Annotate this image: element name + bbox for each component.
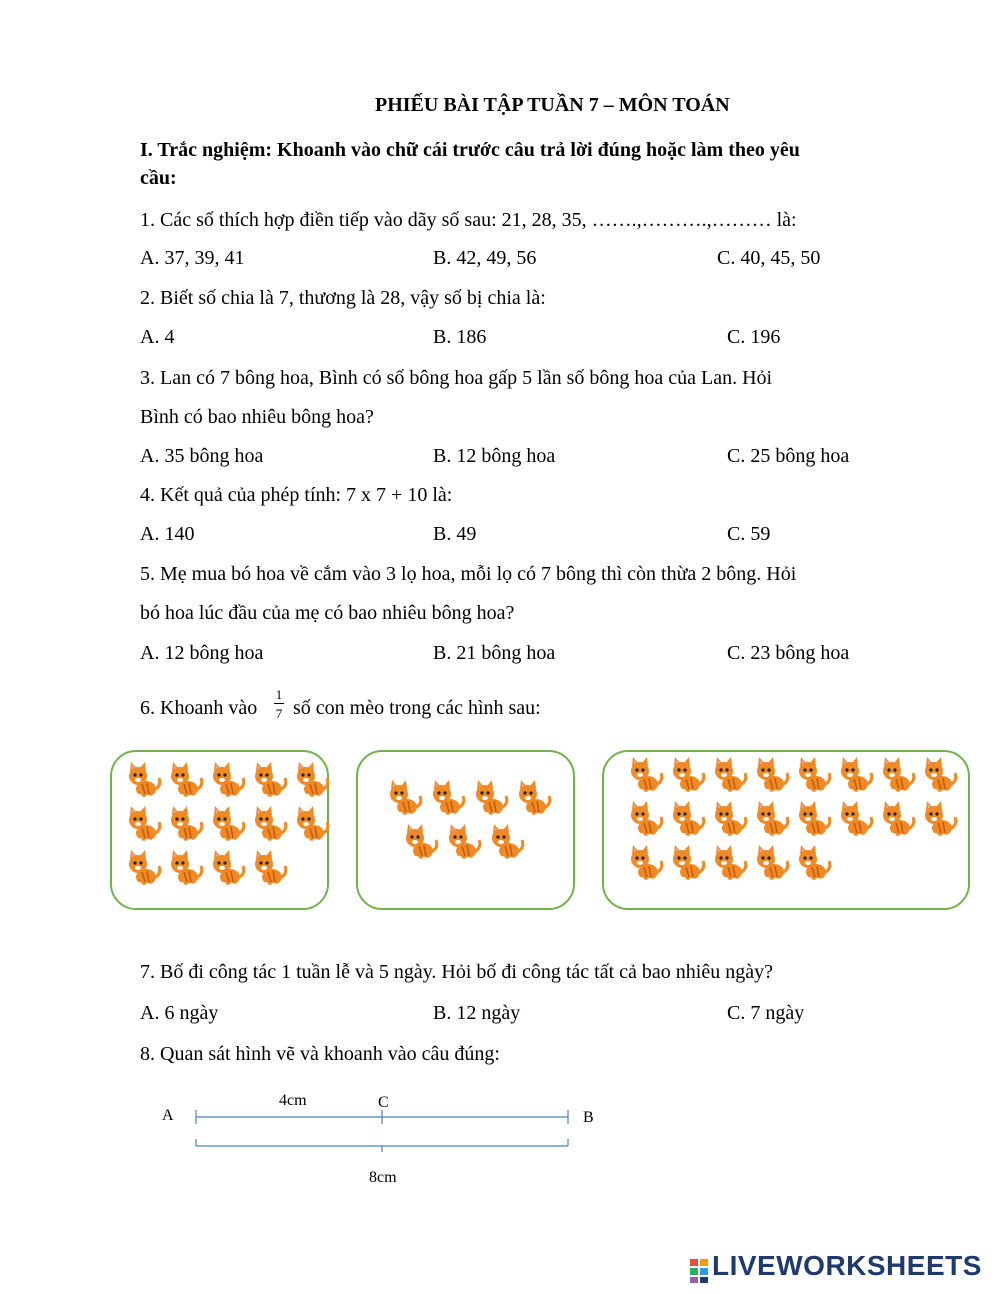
- question-7: 7. Bố đi công tác 1 tuần lễ và 5 ngày. Hỏi bố đi công tác tất cả bao nhiêu ngày?: [140, 961, 773, 983]
- cat-icon[interactable]: [514, 778, 554, 818]
- question-5-line2: bó hoa lúc đầu của mẹ có bao nhiêu bông hoa?: [140, 602, 515, 624]
- q5-option-a[interactable]: A. 12 bông hoa: [140, 642, 264, 664]
- label-point-a: A: [162, 1107, 174, 1124]
- q3-option-a[interactable]: A. 35 bông hoa: [140, 445, 264, 467]
- q4-option-c[interactable]: C. 59: [727, 523, 771, 545]
- q2-option-a[interactable]: A. 4: [140, 326, 175, 348]
- section-heading-line2: cầu:: [140, 167, 177, 189]
- q7-option-a[interactable]: A. 6 ngày: [140, 1002, 219, 1024]
- cat-icon[interactable]: [752, 843, 792, 883]
- cat-icon[interactable]: [836, 799, 876, 839]
- cat-icon[interactable]: [385, 778, 425, 818]
- cat-icon[interactable]: [124, 848, 164, 888]
- q1-option-a[interactable]: A. 37, 39, 41: [140, 247, 245, 269]
- label-point-c: C: [378, 1094, 389, 1111]
- q3-option-b[interactable]: B. 12 bông hoa: [433, 445, 556, 467]
- cat-icon[interactable]: [626, 843, 666, 883]
- question-8: 8. Quan sát hình vẽ và khoanh vào câu đúng:: [140, 1043, 500, 1065]
- q7-option-b[interactable]: B. 12 ngày: [433, 1002, 521, 1024]
- cat-icon[interactable]: [752, 755, 792, 795]
- cat-icon[interactable]: [401, 822, 441, 862]
- fraction-bar: [274, 703, 284, 704]
- cat-icon[interactable]: [208, 804, 248, 844]
- q1-option-b[interactable]: B. 42, 49, 56: [433, 247, 537, 269]
- cat-icon[interactable]: [471, 778, 511, 818]
- question-4: 4. Kết quả của phép tính: 7 x 7 + 10 là:: [140, 484, 453, 506]
- cat-icon[interactable]: [208, 760, 248, 800]
- cat-icon[interactable]: [878, 755, 918, 795]
- question-5-line1: 5. Mẹ mua bó hoa về cắm vào 3 lọ hoa, mỗi lọ có 7 bông thì còn thừa 2 bông. Hỏi: [140, 563, 797, 585]
- cat-icon[interactable]: [794, 843, 834, 883]
- cat-icon[interactable]: [710, 799, 750, 839]
- q4-option-b[interactable]: B. 49: [433, 523, 477, 545]
- question-3-line2: Bình có bao nhiêu bông hoa?: [140, 406, 374, 428]
- cat-icon[interactable]: [668, 799, 708, 839]
- q1-option-c[interactable]: C. 40, 45, 50: [717, 247, 821, 269]
- cat-icon[interactable]: [626, 799, 666, 839]
- question-6-prefix: 6. Khoanh vào: [140, 697, 258, 719]
- cat-icon[interactable]: [626, 755, 666, 795]
- cat-icon[interactable]: [668, 843, 708, 883]
- cat-icon[interactable]: [208, 848, 248, 888]
- q7-option-c[interactable]: C. 7 ngày: [727, 1002, 805, 1024]
- question-1: 1. Các số thích hợp điền tiếp vào dãy số sau: 21, 28, 35, …….,……….,……… là:: [140, 209, 797, 231]
- cat-icon[interactable]: [166, 760, 206, 800]
- page-title: PHIẾU BÀI TẬP TUẦN 7 – MÔN TOÁN: [375, 94, 730, 116]
- cat-icon[interactable]: [292, 804, 332, 844]
- cat-icon[interactable]: [250, 760, 290, 800]
- question-6-suffix: số con mèo trong các hình sau:: [293, 697, 541, 719]
- cat-icon[interactable]: [428, 778, 468, 818]
- q2-option-c[interactable]: C. 196: [727, 326, 781, 348]
- cat-icon[interactable]: [752, 799, 792, 839]
- question-2: 2. Biết số chia là 7, thương là 28, vậy số bị chia là:: [140, 287, 546, 309]
- q5-option-b[interactable]: B. 21 bông hoa: [433, 642, 556, 664]
- cat-icon[interactable]: [794, 755, 834, 795]
- label-length-ab: 8cm: [369, 1169, 397, 1186]
- cat-icon[interactable]: [710, 755, 750, 795]
- q2-option-b[interactable]: B. 186: [433, 326, 487, 348]
- cat-icon[interactable]: [487, 822, 527, 862]
- cat-icon[interactable]: [292, 760, 332, 800]
- cat-icon[interactable]: [166, 848, 206, 888]
- fraction-numerator: 1: [275, 687, 283, 702]
- cat-icon[interactable]: [124, 804, 164, 844]
- cat-icon[interactable]: [668, 755, 708, 795]
- q5-option-c[interactable]: C. 23 bông hoa: [727, 642, 850, 664]
- label-point-b: B: [583, 1109, 594, 1126]
- cat-icon[interactable]: [250, 848, 290, 888]
- q4-option-a[interactable]: A. 140: [140, 523, 195, 545]
- cat-icon[interactable]: [920, 799, 960, 839]
- q3-option-c[interactable]: C. 25 bông hoa: [727, 445, 850, 467]
- cat-icon[interactable]: [710, 843, 750, 883]
- cat-icon[interactable]: [124, 760, 164, 800]
- cat-icon[interactable]: [444, 822, 484, 862]
- cat-icon[interactable]: [250, 804, 290, 844]
- cat-icon[interactable]: [836, 755, 876, 795]
- label-length-ac: 4cm: [279, 1092, 307, 1109]
- cat-icon[interactable]: [166, 804, 206, 844]
- cat-icon[interactable]: [920, 755, 960, 795]
- question-3-line1: 3. Lan có 7 bông hoa, Bình có số bông hoa gấp 5 lần số bông hoa của Lan. Hỏi: [140, 367, 773, 389]
- cat-icon[interactable]: [878, 799, 918, 839]
- liveworksheets-brand[interactable]: LIVEWORKSHEETS: [712, 1250, 982, 1281]
- fraction-denominator: 7: [275, 706, 283, 721]
- cat-icon[interactable]: [794, 799, 834, 839]
- section-heading-line1: I. Trắc nghiệm: Khoanh vào chữ cái trước câu trả lời đúng hoặc làm theo yêu: [140, 139, 800, 161]
